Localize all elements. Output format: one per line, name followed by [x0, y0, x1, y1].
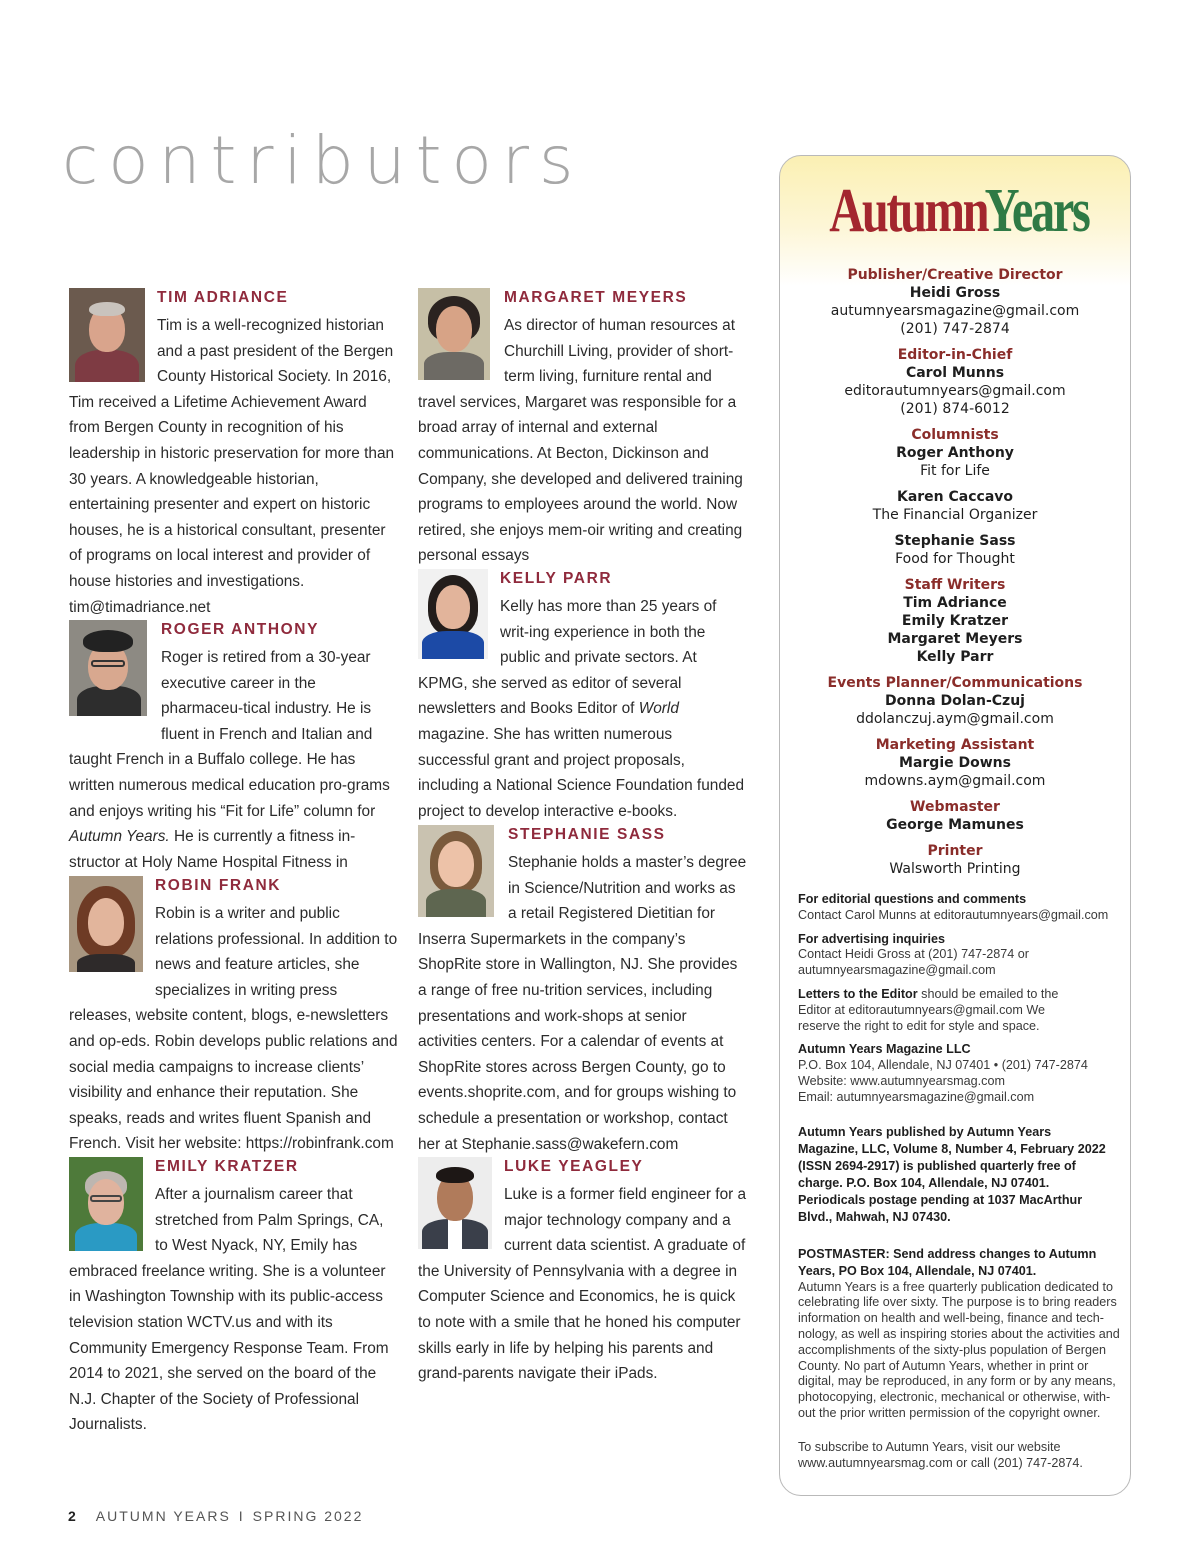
masthead-name: Roger Anthony	[896, 445, 1014, 461]
masthead-role: Webmaster	[910, 799, 1000, 815]
masthead-entry	[780, 798, 1130, 834]
masthead-name: Stephanie Sass	[894, 533, 1016, 549]
masthead-detail: mdowns.aym@gmail.com	[864, 773, 1046, 789]
letters-note	[798, 987, 1088, 1034]
photo-tim-adriance	[69, 288, 145, 382]
masthead-name: Carol Munns	[905, 365, 1005, 381]
masthead-detail: ddolanczuj.aym@gmail.com	[856, 711, 1054, 727]
photo-margaret-meyers	[418, 288, 490, 380]
subscribe-note: To subscribe to Autumn Years, visit our website www.autumnyearsmag.com or call (201) 747-2874.	[798, 1439, 1083, 1470]
masthead-detail: editorautumnyears@gmail.com	[844, 383, 1066, 399]
note-text: should be emailed to the Editor at editorautumnyears@gmail.com We reserve the right to edit for style and space.	[798, 986, 1059, 1033]
bio-text: Roger is retired from a 30-year executive career in the pharmaceu-tical industry. He is fluent in French and Italian and taught French in a Buffalo college. He has written numerous medical education pro-grams and enjoys writing his “Fit for Life” column for Autumn Years. He is currently a fitness in-structor at Holy Name Hospital Fitness in	[69, 649, 390, 871]
advertising-note	[798, 932, 1130, 979]
photo-kelly-parr	[418, 569, 488, 659]
footer-issue: SPRING 2022	[252, 1508, 364, 1524]
bio-email: tim@timadriance.net	[69, 598, 211, 616]
page-title: contributors	[62, 122, 584, 199]
llc-address: P.O. Box 104, Allendale, NJ 07401 • (201) 747-2874	[798, 1058, 1088, 1073]
masthead-entry	[780, 266, 1130, 338]
masthead-entry	[780, 576, 1130, 666]
footer-separator: I	[238, 1508, 245, 1524]
masthead-detail: Walsworth Printing	[889, 861, 1021, 877]
masthead-entry	[780, 426, 1130, 480]
photo-stephanie-sass	[418, 825, 494, 917]
note-heading: POSTMASTER: Send address changes to Autumn Years, PO Box 104, Allendale, NJ 07401.	[798, 1246, 1097, 1278]
bio-name: MARGARET MEYERS	[504, 289, 688, 306]
photo-emily-kratzer	[69, 1157, 143, 1251]
masthead-role: Columnists	[911, 427, 999, 443]
masthead-entry	[780, 488, 1130, 524]
bio-name: LUKE YEAGLEY	[504, 1158, 644, 1175]
bio-text: Kelly has more than 25 years of writ-ing experience in both the public and private sectors. At KPMG, she served as editor of several newsletters and Books Editor of World magazine. She has written numerous successful grant and project proposals, including a National Science Foundation funded project to develop interactive e-books.	[418, 598, 744, 820]
editorial-note	[798, 892, 1130, 924]
masthead-name: Heidi Gross	[909, 285, 1001, 301]
masthead-name: Tim Adriance	[903, 595, 1007, 611]
llc-email: Email: autumnyearsmagazine@gmail.com	[798, 1089, 1035, 1104]
bio-text: Robin is a writer and public relations professional. In addition to news and feature articles, she specializes in writing press releases, website content, blogs, e-newsletters and op-eds. Robin develops public relations and social media campaigns to increase clients’ visibility and enhance their reputation. She speaks, reads and writes fluent Spanish and French. Visit her website: https://robinfrank.com	[69, 905, 398, 1153]
autumn-years-logo	[780, 176, 1130, 245]
logo-word-autumn: Autumn	[829, 177, 988, 245]
bio-kelly-parr	[418, 566, 748, 824]
bio-name: KELLY PARR	[500, 570, 613, 587]
masthead-role: Marketing Assistant	[875, 737, 1035, 753]
masthead-detail: (201) 874-6012	[900, 401, 1010, 417]
bio-tim-adriance	[69, 285, 399, 620]
bio-name: ROBIN FRANK	[155, 877, 282, 894]
bio-name: EMILY KRATZER	[155, 1158, 299, 1175]
bio-text: Stephanie holds a master’s degree in Science/Nutrition and works as a retail Registered Dietitian for Inserra Supermarkets in the company’s ShopRite store in Wallington, NJ. She provides a range of free nu-trition services, including presentations and work-shops at senior activities centers. For a calendar of events at ShopRite stores across Bergen County, go to events.shoprite.com, and for groups wishing to schedule a presentation or workshop, contact her at Stephanie.sass@wakefern.com	[418, 854, 747, 1153]
photo-roger-anthony	[69, 620, 147, 716]
footer-publication: AUTUMN YEARS	[95, 1508, 231, 1524]
note-text: Contact Carol Munns at editorautumnyears@gmail.com	[798, 907, 1109, 922]
masthead-detail: The Financial Organizer	[872, 507, 1038, 523]
llc-website: Website: www.autumnyearsmag.com	[798, 1073, 1005, 1088]
bio-margaret-meyers	[418, 285, 748, 569]
masthead-entry	[780, 842, 1130, 878]
note-heading: For editorial questions and comments	[798, 892, 1027, 906]
bio-name: TIM ADRIANCE	[157, 289, 289, 306]
bio-text: After a journalism career that stretched from Palm Springs, CA, to West Nyack, NY, Emily has embraced freelance writing. She is a volunteer in Washington Township with its public-access television station WCTV.us and with its Community Emergency Response Team. From 2014 to 2021, she served on the board of the N.J. Chapter of the Society of Professional Journalists.	[69, 1186, 389, 1434]
note-heading: Autumn Years Magazine LLC	[798, 1042, 971, 1057]
bio-name: STEPHANIE SASS	[508, 826, 666, 843]
note-heading: Letters to the Editor	[798, 986, 918, 1001]
masthead-list	[780, 266, 1130, 878]
masthead-entry	[780, 346, 1130, 418]
masthead-name: George Mamunes	[886, 817, 1024, 833]
masthead-role: Events Planner/Communications	[827, 675, 1083, 691]
bio-text: Luke is a former field engineer for a major technology company and a current data scientist. A graduate of the University of Pennsylvania with a degree in Computer Science and Economics, he is quick to note with a smile that he honed his computer skills early in life by helping his parents and grand-parents navigate their iPads.	[418, 1186, 747, 1383]
bio-roger-anthony	[69, 617, 399, 901]
postmaster-note	[798, 1246, 1120, 1422]
bio-emily-kratzer	[69, 1154, 399, 1438]
bio-text: Tim is a well-recognized historian and a past president of the Bergen County Historical Society. In 2016, Tim received a Lifetime Achievement Award from Bergen County in recognition of his leadership in historic preservation for more than 30 years. A knowledgeable historian, entertaining presenter and expert on historic houses, he is a historical consultant, presenter of programs on local interest and provider of house histories and investigations.	[69, 317, 395, 590]
masthead-name: Kelly Parr	[916, 649, 994, 665]
masthead-entry	[780, 674, 1130, 728]
page-footer	[68, 1508, 363, 1524]
note-text: Contact Heidi Gross at (201) 747-2874 or autumnyearsmagazine@gmail.com	[798, 947, 1030, 978]
masthead-detail: Food for Thought	[895, 551, 1015, 567]
masthead-name: Karen Caccavo	[896, 489, 1014, 505]
masthead-role: Staff Writers	[904, 577, 1006, 593]
masthead-role: Editor-in-Chief	[897, 347, 1013, 363]
bio-stephanie-sass	[418, 822, 748, 1157]
masthead-detail: (201) 747-2874	[900, 321, 1010, 337]
masthead-entry	[780, 532, 1130, 568]
masthead-name: Margie Downs	[899, 755, 1011, 771]
masthead-role: Publisher/Creative Director	[847, 267, 1063, 283]
masthead-role: Printer	[927, 843, 983, 859]
photo-robin-frank	[69, 876, 143, 972]
publication-statement: Autumn Years published by Autumn Years Magazine, LLC, Volume 8, Number 4, February 2022 (ISSN 2694-2917) is published quarterly free of charge. P.O. Box 104, Allendale, NJ 07401. Periodicals postage pending at 1037 MacArthur Blvd., Mahwah, NJ 07430.	[798, 1124, 1106, 1224]
bio-robin-frank	[69, 873, 399, 1157]
masthead-name: Emily Kratzer	[901, 613, 1009, 629]
masthead-name: Donna Dolan-Czuj	[885, 693, 1025, 709]
page-number: 2	[68, 1508, 78, 1524]
logo-word-years: Years	[984, 177, 1089, 245]
bio-name: ROGER ANTHONY	[161, 621, 320, 638]
photo-luke-yeagley	[418, 1157, 492, 1249]
masthead-sidebar	[779, 155, 1131, 1496]
masthead-entry	[780, 736, 1130, 790]
masthead-detail: Fit for Life	[920, 463, 990, 479]
bio-luke-yeagley	[418, 1154, 748, 1387]
bio-text: As director of human resources at Churchill Living, provider of short-term living, furniture rental and travel services, Margaret was responsible for a broad array of internal and external communications. At Becton, Dickinson and Company, she developed and delivered training programs to employees around the world. Now retired, she enjoys mem-oir writing and creating personal essays	[418, 317, 743, 565]
note-text: Autumn Years is a free quarterly publication dedicated to celebrating life over sixty. The purpose is to bring readers information on health and well-being, finance and tech-nology, as well as inspiring stories about the activities and accomplishments of the sixty-plus population of Bergen County. No part of Autumn Years, whether in print or digital, may be reproduced, in any form or by any means, photocopying, electronic, mechanical or otherwise, with-out the prior written permission of the copyright owner.	[798, 1279, 1120, 1420]
note-heading: For advertising inquiries	[798, 931, 945, 946]
masthead-detail: autumnyearsmagazine@gmail.com	[830, 303, 1080, 319]
llc-note	[798, 1042, 1130, 1105]
masthead-name: Margaret Meyers	[887, 631, 1023, 647]
masthead-notes	[780, 886, 1130, 1471]
